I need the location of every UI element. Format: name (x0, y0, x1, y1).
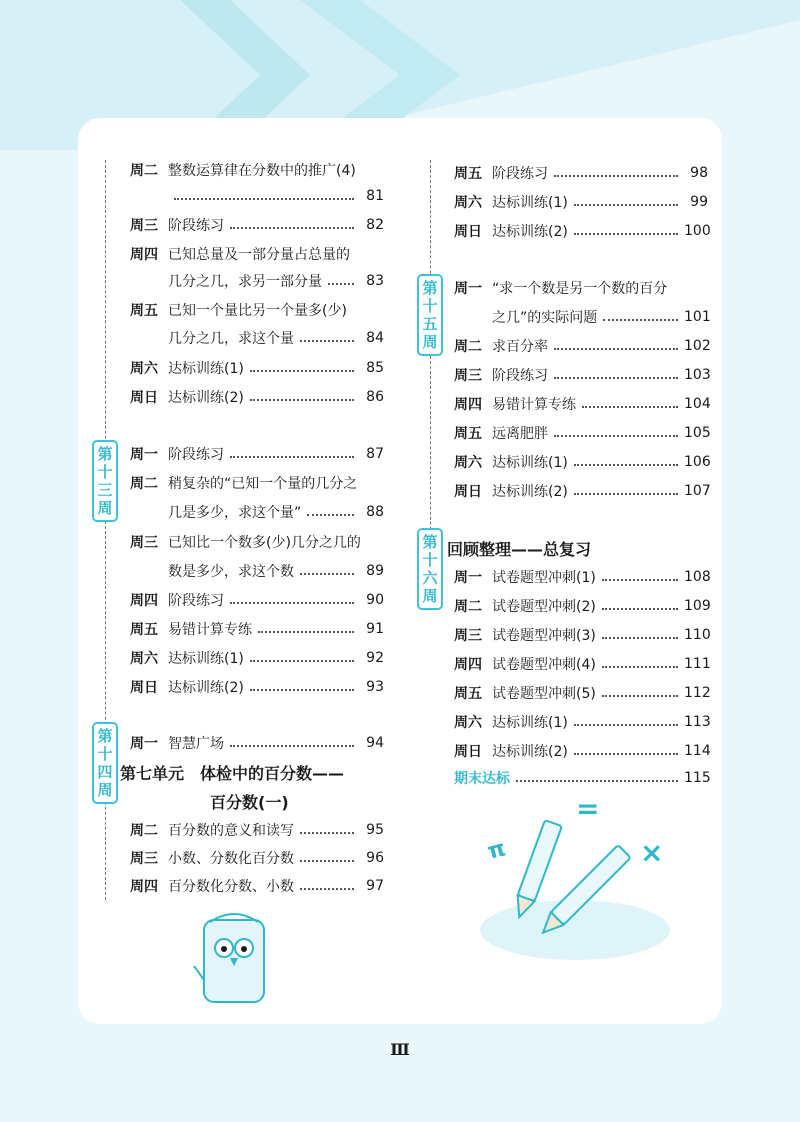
leader-dots (554, 175, 678, 177)
toc-entry[interactable] (130, 470, 384, 496)
leader-dots (250, 660, 354, 662)
entry-title: 阶段练习 (168, 218, 224, 234)
entry-day: 周六 (130, 651, 158, 667)
toc-entry[interactable] (130, 157, 384, 183)
entry-day: 周六 (130, 361, 158, 377)
entry-page: 89 (366, 563, 384, 579)
toc-entry[interactable] (454, 420, 711, 446)
entry-page: 100 (684, 223, 711, 239)
leader-dots (554, 435, 678, 437)
entry-day: 周三 (130, 535, 158, 551)
entry-day: 周五 (454, 166, 482, 182)
toc-entry[interactable] (130, 674, 384, 700)
entry-title: 阶段练习 (492, 166, 548, 182)
entry-title: 试卷题型冲刺(1) (492, 570, 596, 586)
entry-day: 周二 (454, 599, 482, 615)
entry-title: 稍复杂的“已知一个量的几分之 (168, 476, 358, 492)
leader-dots (602, 579, 678, 581)
entry-page: 98 (690, 165, 708, 181)
entry-page: 111 (684, 656, 711, 672)
entry-page: 91 (366, 621, 384, 637)
entry-page: 107 (684, 483, 711, 499)
leader-dots (554, 377, 678, 379)
entry-day: 周五 (130, 303, 158, 319)
leader-dots (574, 464, 678, 466)
toc-entry[interactable] (454, 333, 711, 359)
entry-day: 周三 (454, 628, 482, 644)
entry-title: 易错计算专练 (168, 622, 252, 638)
entry-page: 102 (684, 338, 711, 354)
toc-entry[interactable] (130, 645, 384, 671)
entry-title: 几分之几，求另一部分量 (168, 274, 322, 290)
toc-entry[interactable] (454, 160, 708, 186)
entry-title: 达标训练(1) (168, 651, 244, 667)
entry-day: 周三 (454, 368, 482, 384)
entry-title: 求百分率 (492, 339, 548, 355)
entry-page: 114 (684, 743, 711, 759)
toc-entry[interactable] (454, 622, 711, 648)
entry-title: 达标训练(2) (492, 224, 568, 240)
entry-day: 周六 (454, 455, 482, 471)
leader-dots (328, 283, 354, 285)
entry-page: 96 (366, 850, 384, 866)
pencils-illustration (470, 800, 680, 970)
unit-7-heading[interactable]: 第七单元 体检中的百分数—— (120, 764, 345, 783)
entry-title: 达标训练(2) (168, 680, 244, 696)
equals-symbol: = (576, 792, 600, 825)
entry-page: 110 (684, 627, 711, 643)
leader-dots (574, 753, 678, 755)
leader-dots (574, 233, 678, 235)
entry-title: 阶段练习 (492, 368, 548, 384)
leader-dots (602, 666, 678, 668)
entry-page: 95 (366, 822, 384, 838)
toc-entry-continuation[interactable] (168, 499, 384, 525)
entry-page: 92 (366, 650, 384, 666)
leader-dots (300, 888, 354, 890)
entry-day: 周五 (454, 426, 482, 442)
entry-day: 周二 (130, 476, 158, 492)
toc-entry[interactable] (454, 593, 711, 619)
entry-page: 101 (684, 309, 711, 325)
toc-entry-final-exam[interactable] (454, 765, 711, 791)
toc-entry-continuation[interactable] (168, 268, 384, 294)
leader-dots (230, 745, 354, 747)
leader-dots (602, 637, 678, 639)
entry-day: 周四 (130, 247, 158, 263)
entry-title: 数是多少，求这个数 (168, 564, 294, 580)
entry-title: 试卷题型冲刺(3) (492, 628, 596, 644)
entry-title: 达标训练(1) (492, 715, 568, 731)
times-symbol: × (640, 836, 664, 869)
entry-title: “求一个数是另一个数的百分 (492, 281, 668, 297)
entry-page: 115 (684, 770, 711, 786)
entry-title: 百分数的意义和读写 (168, 823, 294, 839)
entry-page: 103 (684, 367, 711, 383)
entry-title: 阶段练习 (168, 447, 224, 463)
entry-title: 整数运算律在分数中的推广(4) (168, 163, 356, 179)
entry-day: 周日 (454, 744, 482, 760)
entry-title: 已知比一个数多(少)几分之几的 (168, 535, 361, 551)
toc-entry[interactable] (130, 212, 384, 238)
entry-day: 周一 (454, 570, 482, 586)
week-15-badge: 第 十 五 周 (417, 274, 443, 356)
entry-page: 109 (684, 598, 711, 614)
toc-entry[interactable] (454, 709, 711, 735)
toc-entry[interactable] (454, 218, 711, 244)
entry-title: 已知总量及一部分量占总量的 (168, 247, 350, 263)
leader-dots (300, 573, 354, 575)
entry-day: 周六 (454, 195, 482, 211)
entry-day: 周日 (454, 224, 482, 240)
toc-entry[interactable] (454, 449, 711, 475)
toc-entry[interactable] (454, 738, 711, 764)
entry-page: 108 (684, 569, 711, 585)
leader-dots (516, 780, 678, 782)
entry-page: 113 (684, 714, 711, 730)
entry-page: 105 (684, 425, 711, 441)
entry-title: 达标训练(1) (492, 455, 568, 471)
entry-page: 88 (366, 504, 384, 520)
entry-day: 周日 (130, 390, 158, 406)
entry-title: 智慧广场 (168, 736, 224, 752)
entry-title: 阶段练习 (168, 593, 224, 609)
leader-dots (574, 204, 678, 206)
leader-dots (300, 340, 354, 342)
entry-day: 周六 (454, 715, 482, 731)
entry-day: 周三 (130, 851, 158, 867)
page-number: Ⅲ (390, 1040, 410, 1059)
entry-day: 周三 (130, 218, 158, 234)
entry-page: 93 (366, 679, 384, 695)
leader-dots (230, 227, 354, 229)
leader-dots (582, 406, 678, 408)
leader-dots (250, 689, 354, 691)
entry-page: 112 (684, 685, 711, 701)
toc-entry[interactable] (130, 587, 384, 613)
week-14-badge: 第 十 四 周 (92, 722, 118, 804)
leader-dots (602, 608, 678, 610)
entry-day: 周四 (130, 879, 158, 895)
toc-entry[interactable] (130, 529, 384, 555)
toc-entry[interactable] (130, 355, 384, 381)
leader-dots (230, 456, 354, 458)
entry-title: 达标训练(2) (168, 390, 244, 406)
leader-dots (300, 832, 354, 834)
entry-page: 86 (366, 389, 384, 405)
entry-title: 期末达标 (454, 771, 510, 787)
toc-entry-continuation[interactable] (168, 325, 384, 351)
toc-entry[interactable] (130, 297, 384, 323)
leader-dots (250, 370, 354, 372)
toc-entry[interactable] (454, 189, 708, 215)
entry-day: 周五 (454, 686, 482, 702)
entry-day: 周一 (130, 447, 158, 463)
toc-entry[interactable] (454, 478, 711, 504)
review-heading[interactable]: 回顾整理——总复习 (447, 540, 592, 559)
entry-page: 94 (366, 735, 384, 751)
entry-title: 已知一个量比另一个量多(少) (168, 303, 347, 319)
leader-dots (307, 514, 354, 516)
leader-dots (174, 198, 354, 200)
entry-title: 达标训练(2) (492, 744, 568, 760)
leader-dots (602, 695, 678, 697)
entry-title: 试卷题型冲刺(4) (492, 657, 596, 673)
entry-day: 周四 (130, 593, 158, 609)
toc-entry[interactable] (454, 564, 711, 590)
entry-page: 82 (366, 217, 384, 233)
leader-dots (574, 493, 678, 495)
entry-page: 87 (366, 446, 384, 462)
entry-title: 达标训练(2) (492, 484, 568, 500)
entry-page: 106 (684, 454, 711, 470)
leader-dots (574, 724, 678, 726)
week-16-badge: 第 十 六 周 (417, 528, 443, 610)
toc-entry[interactable] (454, 651, 711, 677)
toc-entry[interactable] (454, 362, 711, 388)
leader-dots (300, 860, 354, 862)
entry-day: 周一 (130, 736, 158, 752)
entry-day: 周二 (454, 339, 482, 355)
unit-7-subheading[interactable]: 百分数(一) (210, 793, 289, 812)
entry-title: 小数、分数化百分数 (168, 851, 294, 867)
leader-dots (603, 319, 678, 321)
entry-day: 周四 (454, 397, 482, 413)
leader-dots (250, 399, 354, 401)
mascot-illustration (190, 900, 280, 1010)
leader-dots (230, 602, 354, 604)
entry-title: 远离肥胖 (492, 426, 548, 442)
toc-entry-continuation[interactable] (168, 183, 384, 209)
leader-dots (258, 631, 354, 633)
entry-title: 几是多少，求这个量” (168, 505, 302, 521)
entry-page: 104 (684, 396, 711, 412)
entry-page: 81 (366, 188, 384, 204)
entry-page: 90 (366, 592, 384, 608)
entry-day: 周日 (130, 680, 158, 696)
entry-title: 达标训练(1) (168, 361, 244, 377)
entry-day: 周二 (130, 823, 158, 839)
entry-page: 99 (690, 194, 708, 210)
toc-entry[interactable] (454, 680, 711, 706)
toc-entry[interactable] (130, 817, 384, 843)
entry-page: 97 (366, 878, 384, 894)
toc-entry[interactable] (454, 391, 711, 417)
entry-day: 周日 (454, 484, 482, 500)
entry-title: 几分之几，求这个量 (168, 331, 294, 347)
toc-entry[interactable] (130, 845, 384, 871)
toc-entry-continuation[interactable] (492, 304, 711, 330)
toc-entry[interactable] (454, 275, 708, 301)
toc-entry[interactable] (130, 241, 384, 267)
entry-page: 84 (366, 330, 384, 346)
pi-symbol: π (485, 836, 509, 865)
toc-entry[interactable] (130, 730, 384, 756)
week-13-badge: 第 十 三 周 (92, 440, 118, 522)
leader-dots (554, 348, 678, 350)
entry-day: 周一 (454, 281, 482, 297)
toc-entry[interactable] (130, 873, 384, 899)
entry-page: 85 (366, 360, 384, 376)
entry-title: 试卷题型冲刺(5) (492, 686, 596, 702)
entry-day: 周五 (130, 622, 158, 638)
toc-entry[interactable] (130, 441, 384, 467)
entry-title: 百分数化分数、小数 (168, 879, 294, 895)
entry-day: 周二 (130, 163, 158, 179)
toc-entry[interactable] (130, 384, 384, 410)
entry-title: 易错计算专练 (492, 397, 576, 413)
entry-day: 周四 (454, 657, 482, 673)
toc-entry[interactable] (130, 616, 384, 642)
entry-title: 之几”的实际问题 (492, 310, 598, 326)
entry-title: 试卷题型冲刺(2) (492, 599, 596, 615)
toc-entry-continuation[interactable] (168, 558, 384, 584)
entry-page: 83 (366, 273, 384, 289)
entry-title: 达标训练(1) (492, 195, 568, 211)
